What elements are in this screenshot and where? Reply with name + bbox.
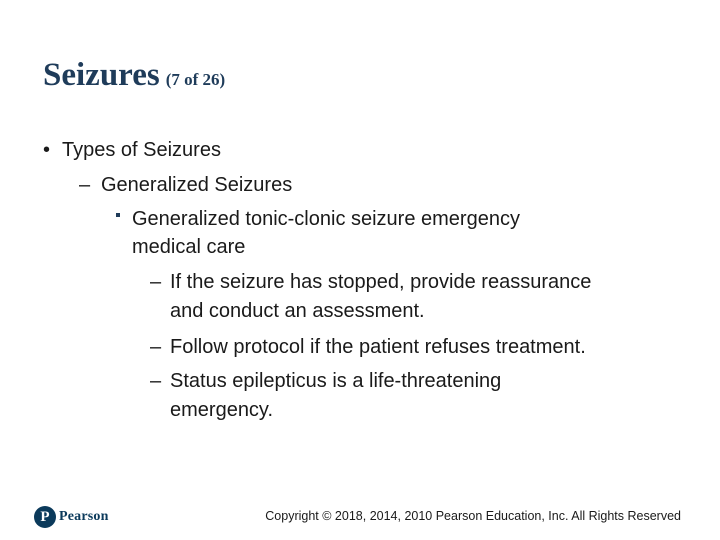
bullet-level2-marker: – (79, 174, 91, 196)
bullet-level1-text: Types of Seizures (62, 139, 221, 161)
bullet-level3-text-line2: medical care (132, 236, 246, 258)
bullet-level4-text-line: Status epilepticus is a life-threatening (170, 370, 502, 392)
bullet-level2-text: Generalized Seizures (101, 174, 293, 196)
slide-title-main: Seizures (43, 57, 160, 93)
slide-title-counter: (7 of 26) (165, 70, 226, 89)
bullet-level4-text-line: emergency. (170, 399, 274, 421)
bullet-level4-marker: – (150, 370, 162, 392)
bullet-level4-text-line: Follow protocol if the patient refuses treatment. (170, 336, 586, 358)
bullet-level4-text-line: and conduct an assessment. (170, 300, 425, 322)
bullet-level4-marker: – (150, 271, 162, 293)
bullet-level1-marker: • (43, 139, 51, 161)
square-bullet-icon (116, 213, 120, 217)
bullet-level3-text-line1: Generalized tonic-clonic seizure emergency (132, 208, 520, 230)
pearson-logo (34, 505, 109, 529)
copyright-notice: Copyright © 2018, 2014, 2010 Pearson Education, Inc. All Rights Reserved (265, 509, 681, 523)
bullet-level4-marker: – (150, 336, 162, 358)
bullet-level4-text-line: If the seizure has stopped, provide reassurance (170, 271, 592, 293)
pearson-logo-icon: P (34, 506, 56, 528)
pearson-logo-text: Pearson (59, 509, 109, 524)
